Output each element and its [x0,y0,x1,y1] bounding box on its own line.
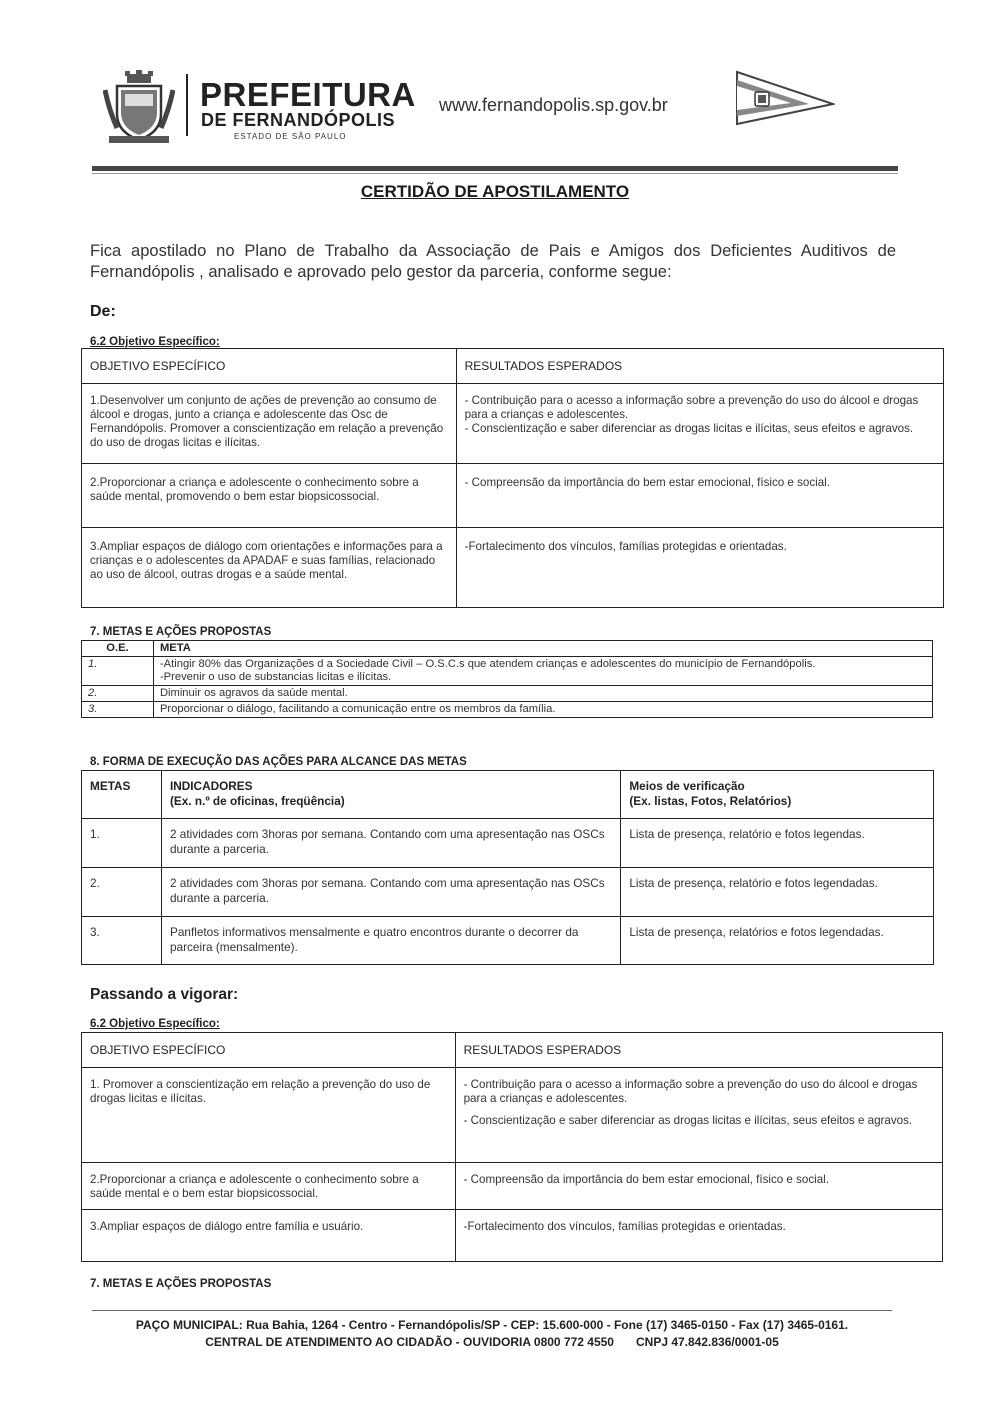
footer-contact: CENTRAL DE ATENDIMENTO AO CIDADÃO - OUVIDORIA 0800 772 4550 CNPJ 47.842.836/0001-05 [205,1335,779,1349]
col-header-meta: META [153,641,932,657]
metas-table-de [81,640,933,718]
section-label-forma: 8. FORMA DE EXECUÇÃO DAS AÇÕES PARA ALCANCE DAS METAS [90,756,467,768]
col-header-metas: METAS [82,771,162,819]
col-header-objetivo: OBJETIVO ESPECÍFICO [82,1033,456,1068]
col-header-resultados: RESULTADOS ESPERADOS [455,1033,942,1068]
resultados-cell: - Contribuição para o acesso a informação sobre a prevenção do uso do álcool e drogas para a crianças e adolescentes. - Conscientização e saber diferenciar as drogas licitas e ilícitas, seus efeitos e agravos. [456,384,943,464]
section-label-objetivo: 6.2 Objetivo Específico: [90,336,220,348]
resultados-cell: - Compreensão da importância do bem estar emocional, físico e social. [456,464,943,528]
footer-address: PAÇO MUNICIPAL: Rua Bahia, 1264 - Centro - Fernandópolis/SP - CEP: 15.600-000 - Fone (17) 3465-0150 - Fax (17) 3465-0161. [135,1318,849,1332]
forma-table-de [81,770,934,965]
col-header-resultados: RESULTADOS ESPERADOS [456,349,943,384]
meta-cell: -Atingir 80% das Organizações d a Sociedade Civil – O.S.C.s que atendem crianças e adolescentes do município de Fernandópolis. -Prevenir o uso de substancias licitas e ilícitas. [153,657,932,686]
meio-cell: Lista de presença, relatório e fotos legendadas. [621,868,934,917]
resultados-cell: - Compreensão da importância do bem estar emocional, físico e social. [455,1163,942,1210]
header-rule [92,166,898,171]
objetivo-table-de [81,348,944,608]
oe-cell: 1. [82,657,154,686]
objetivo-table-passando [81,1032,943,1262]
objetivo-cell: 3.Ampliar espaços de diálogo entre família e usuário. [82,1210,456,1262]
metas-cell: 2. [82,868,162,917]
table-row [82,819,934,868]
objetivo-cell: 1.Desenvolver um conjunto de ações de prevenção ao consumo de álcool e drogas, junto a criança e adolescente das Osc de Fernandópolis. Promover a conscientização em relação a prevenção do uso de drogas licitas e ilícitas. [82,384,457,464]
metas-cell: 1. [82,819,162,868]
metas-cell: 3. [82,917,162,965]
indicador-cell: Panfletos informativos mensalmente e quatro encontros durante o decorrer da parceira (mensalmente). [161,917,620,965]
intro-paragraph: Fica apostilado no Plano de Trabalho da Associação de Pais e Amigos dos Deficientes Auditivos de Fernandópolis , analisado e aprovado pelo gestor da parceria, conforme segue: [90,242,896,281]
objetivo-cell: 2.Proporcionar a criança e adolescente o conhecimento sobre a saúde mental e o bem estar biopsicossocial. [82,1163,456,1210]
city-crest-logo [103,70,175,146]
table-row [82,686,933,702]
table-row [82,657,933,686]
objetivo-cell: 3.Ampliar espaços de diálogo com orientações e informações para a crianças e o adolescentes da APADAF e suas famílias, relacionado ao uso de álcool, outras drogas e a saúde mental. [82,528,457,608]
website-link[interactable]: www.fernandopolis.sp.gov.br [439,95,668,115]
brand-subtitle: DE FERNANDÓPOLIS [201,110,396,130]
document-title: CERTIDÃO DE APOSTILAMENTO [360,182,630,201]
meta-cell: Proporcionar o diálogo, facilitando a comunicação entre os membros da família. [153,702,932,718]
objetivo-cell: 1. Promover a conscientização em relação a prevenção do uso de drogas licitas e ilícitas. [82,1068,456,1163]
header-rule-thin [92,173,898,174]
table-row [82,464,944,528]
city-flag-logo [733,70,835,126]
footer-rule [92,1310,892,1311]
table-row [82,528,944,608]
resultados-cell: -Fortalecimento dos vínculos, famílias protegidas e orientadas. [455,1210,942,1262]
objetivo-cell: 2.Proporcionar a criança e adolescente o conhecimento sobre a saúde mental, promovendo o bem estar biopsicossocial. [82,464,457,528]
meio-cell: Lista de presença, relatórios e fotos legendadas. [621,917,934,965]
indicador-cell: 2 atividades com 3horas por semana. Contando com uma apresentação nas OSCs durante a parceria. [161,868,620,917]
brand-state: ESTADO DE SÃO PAULO [234,132,347,141]
table-row [82,868,934,917]
oe-cell: 2. [82,686,154,702]
meta-cell: Diminuir os agravos da saúde mental. [153,686,932,702]
col-header-oe: O.E. [82,641,154,657]
col-header-indicadores: INDICADORES (Ex. n.º de oficinas, freqüência) [161,771,620,819]
indicador-cell: 2 atividades com 3horas por semana. Contando com uma apresentação nas OSCs durante a parceria. [161,819,620,868]
de-label: De: [90,303,116,320]
section-label-metas: 7. METAS E AÇÕES PROPOSTAS [90,626,272,638]
section-label-metas: 7. METAS E AÇÕES PROPOSTAS [90,1278,272,1290]
resultados-cell: -Fortalecimento dos vínculos, famílias protegidas e orientadas. [456,528,943,608]
table-row [82,917,934,965]
resultados-cell: - Contribuição para o acesso a informação sobre a prevenção do uso do álcool e drogas para a crianças e adolescentes. - Conscientização e saber diferenciar as drogas licitas e ilícitas, seus efeitos e agravos. [455,1068,942,1163]
passando-label: Passando a vigorar: [90,986,239,1003]
oe-cell: 3. [82,702,154,718]
brand-title: PREFEITURA [200,76,416,113]
table-row [82,384,944,464]
section-label-objetivo: 6.2 Objetivo Específico: [90,1018,220,1030]
table-row [82,1163,943,1210]
header-divider [186,74,188,136]
col-header-meios: Meios de verificação (Ex. listas, Fotos, Relatórios) [621,771,934,819]
table-row [82,1210,943,1262]
table-row [82,702,933,718]
col-header-objetivo: OBJETIVO ESPECÍFICO [82,349,457,384]
table-row [82,1068,943,1163]
meio-cell: Lista de presença, relatório e fotos legendas. [621,819,934,868]
